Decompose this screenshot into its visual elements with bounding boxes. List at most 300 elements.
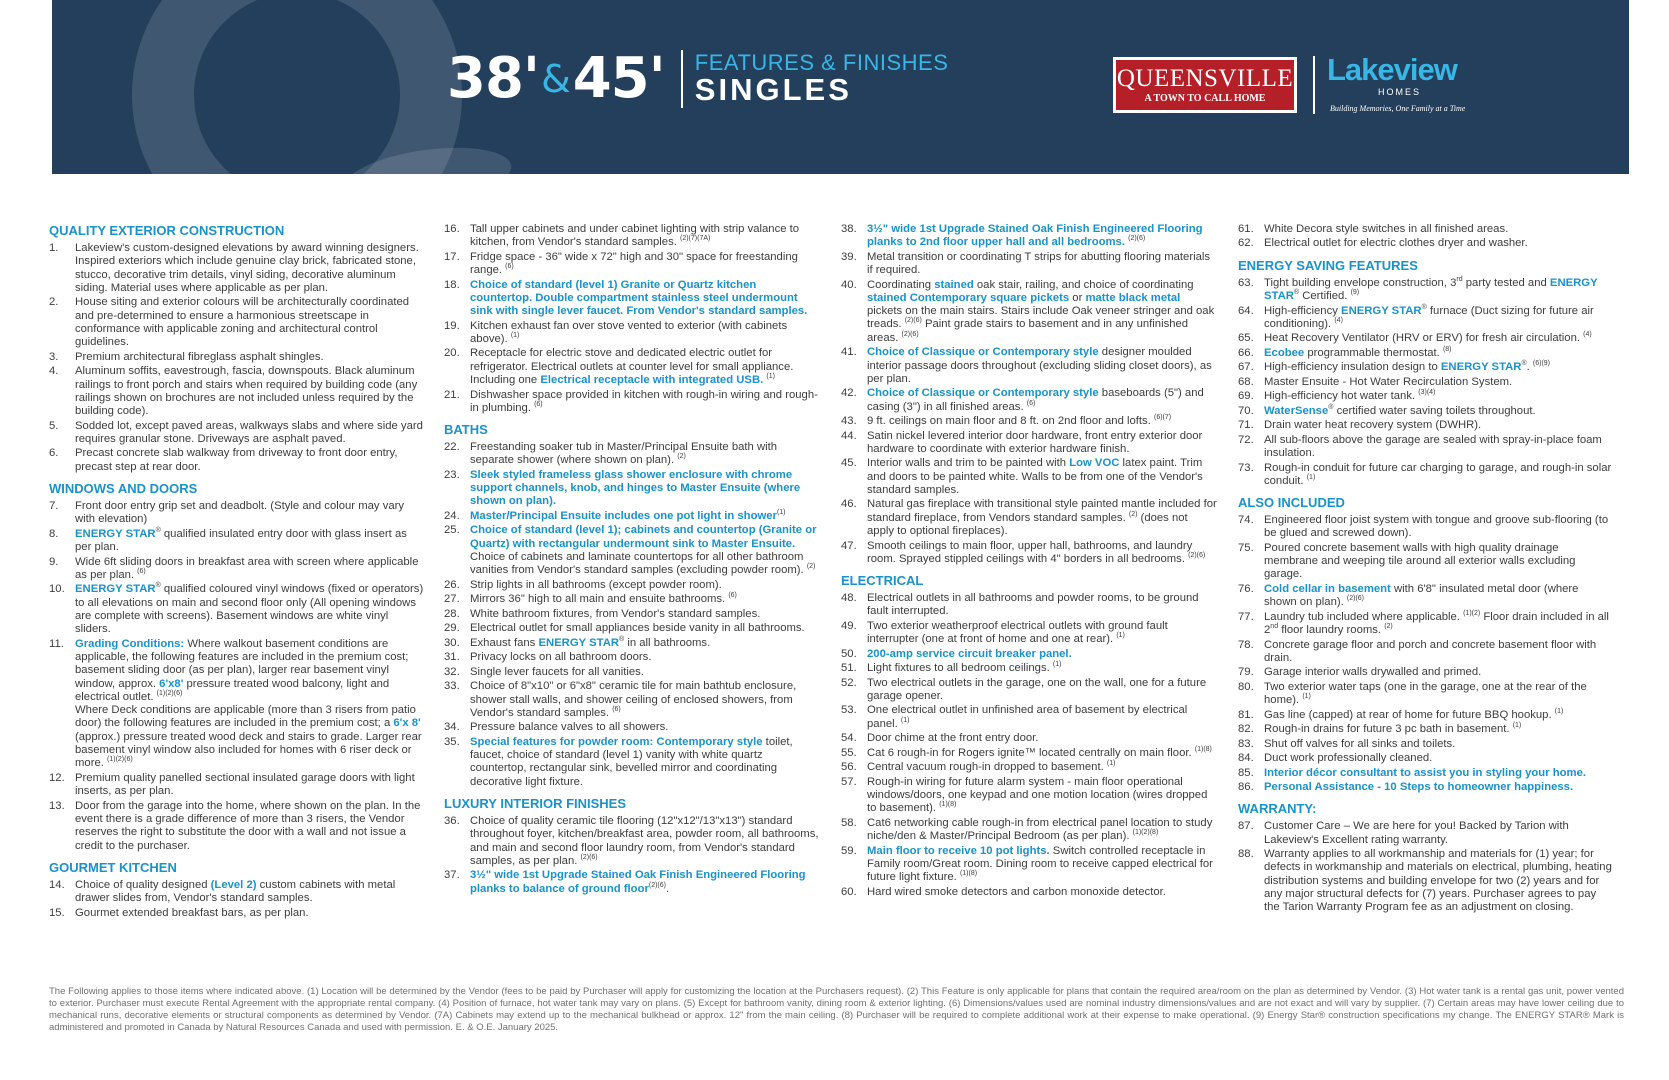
footnote-ref: (6) xyxy=(612,706,621,714)
feature-item xyxy=(1238,583,1614,610)
item-text xyxy=(75,447,425,474)
size-45: 45' xyxy=(572,46,665,111)
item-text xyxy=(470,389,820,416)
body-text: Tight building envelope construction, 3 xyxy=(1264,276,1457,289)
item-number: 37. xyxy=(444,869,460,882)
body-text: High-efficiency insulation design to xyxy=(1264,361,1441,374)
item-text xyxy=(867,732,1217,745)
item-text xyxy=(1264,419,1614,432)
body-text: Natural gas fireplace with transitional style painted mantle included for standard fireplace, from Vendors standard samples. xyxy=(867,498,1217,524)
feature-item xyxy=(841,677,1217,704)
body-text: programmable thermostat. xyxy=(1304,346,1443,359)
footnote-ref: (1) xyxy=(1302,693,1311,701)
footnote-ref: (2)(6) xyxy=(580,854,598,862)
body-text: Customer Care – We are here for you! Backed by Tarion with Lakeview's Excellent rating warranty. xyxy=(1264,820,1569,846)
item-text xyxy=(867,279,1217,345)
item-number: 25. xyxy=(444,524,460,537)
item-number: 84. xyxy=(1238,752,1254,765)
item-number: 83. xyxy=(1238,737,1254,750)
footnote-ref: (1)(8) xyxy=(939,801,957,809)
body-text: Door from the garage into the home, where shown on the plan. In the event there is a grade difference of more than 3 risers, the Vendor reserves the right to substitute the door with a wall and not issue a credit to the purchaser. xyxy=(75,799,421,852)
item-number: 56. xyxy=(841,761,857,774)
item-text xyxy=(1264,332,1614,345)
section-heading: ENERGY SAVING FEATURES xyxy=(1238,257,1418,273)
item-number: 64. xyxy=(1238,304,1254,317)
item-number: 41. xyxy=(841,346,857,359)
body-text: or xyxy=(1069,291,1086,304)
section-heading: BATHS xyxy=(444,422,488,438)
feature-item xyxy=(444,510,820,523)
body-text: Two exterior weatherproof electrical outlets with ground fault interrupter (one at front of home and one at rear). xyxy=(867,619,1168,646)
footnote-ref: (1) xyxy=(1106,760,1116,768)
feature-item xyxy=(1238,277,1614,304)
body-text: Choice of quality designed xyxy=(75,878,211,891)
feature-item xyxy=(1238,848,1614,914)
feature-item xyxy=(841,430,1217,457)
feature-item xyxy=(841,279,1217,345)
body-text: Lakeview's custom-designed elevations by award winning designers. Inspired exteriors which include genuine clay brick, fabricated stone, stucco, decorative trim details, vinyl siding, decorative aluminum siding. Material uses where applicable as per plan. xyxy=(75,242,419,294)
item-text xyxy=(75,772,425,799)
body-text: Laundry tub included where applicable. xyxy=(1264,610,1464,623)
feature-item xyxy=(444,279,820,319)
highlight-text: Choice of Classique or Contemporary style xyxy=(867,387,1099,400)
footnote-ref: (4) xyxy=(1583,331,1592,339)
body-text: White bathroom fixtures, from Vendor's standard samples. xyxy=(470,607,761,620)
feature-item xyxy=(444,593,820,606)
item-number: 77. xyxy=(1238,610,1254,623)
feature-item xyxy=(1238,405,1614,418)
body-text: Wide 6ft sliding doors in breakfast area with screen where applicable as per plan. xyxy=(75,555,419,581)
feature-item xyxy=(841,732,1217,745)
body-text: qualified coloured vinyl windows (fixed or operators) to all elevations on main and second floor only (All opening windows are complete with screens). Basement windows are white vinyl sliders. xyxy=(75,583,424,636)
item-number: 29. xyxy=(444,622,460,635)
item-text xyxy=(867,223,1217,250)
headline-divider xyxy=(681,50,683,108)
feature-item xyxy=(1238,666,1614,679)
feature-item xyxy=(1238,709,1614,722)
footnote-ref: (1) xyxy=(1306,474,1316,482)
body-text: . xyxy=(1526,361,1533,374)
body-text: Warranty applies to all workmanship and materials for (1) year; for defects in workmanship and materials on electrical, plumbing, heating distribution systems and building envelope for two (2) years and for any major structural defects for (7) years. Purchaser agrees to pay the Tarion Warranty Program fee as an adjustment on closing. xyxy=(1264,848,1612,914)
page-title: SINGLES xyxy=(694,72,852,108)
feature-item xyxy=(444,622,820,635)
item-text xyxy=(1264,848,1614,914)
item-number: 13. xyxy=(49,799,65,812)
item-number: 32. xyxy=(444,665,460,678)
body-text: custom cabinets with metal drawer slides from, Vendor's standard samples. xyxy=(75,878,396,905)
body-text: Satin nickel levered interior door hardware, front entry exterior door hardware to coordinate with exterior hardware finish. xyxy=(867,429,1203,455)
item-number: 17. xyxy=(444,250,460,263)
feature-item xyxy=(1238,462,1614,489)
item-number: 82. xyxy=(1238,723,1254,736)
body-text: Premium architectural fibreglass asphalt shingles. xyxy=(75,350,324,363)
highlight-text: 200-amp service circuit breaker panel. xyxy=(867,647,1072,660)
feature-item xyxy=(841,662,1217,675)
footnote-ref: (9) xyxy=(1350,289,1360,297)
highlight-text: stained xyxy=(934,278,974,291)
item-number: 51. xyxy=(841,662,857,675)
body-text: qualified insulated entry door with glass insert as per plan. xyxy=(75,527,407,554)
item-number: 80. xyxy=(1238,680,1254,693)
body-text: Tall upper cabinets and under cabinet lighting with strip valance to kitchen, from Vendor's standard samples. xyxy=(470,223,800,249)
feature-item xyxy=(841,761,1217,774)
item-number: 71. xyxy=(1238,419,1254,432)
item-number: 48. xyxy=(841,592,857,605)
body-text: baseboards (5") and casing (3") in all finished areas. xyxy=(867,387,1204,413)
footnote-ref: (6) xyxy=(505,263,514,271)
footnote-ref: (2)(6) xyxy=(901,330,919,338)
footnote-ref: (2)(6) xyxy=(1188,552,1206,560)
footnote-ref: ® xyxy=(619,635,625,643)
item-number: 78. xyxy=(1238,638,1254,651)
feature-item xyxy=(444,524,820,577)
body-text: Electrical outlets in all bathrooms and powder rooms, to be ground fault interrupted. xyxy=(867,592,1199,618)
item-number: 74. xyxy=(1238,514,1254,527)
item-text xyxy=(470,721,820,734)
body-text: Rough-in drains for future 3 pc bath in basement. xyxy=(1264,723,1513,736)
feature-item xyxy=(444,869,820,896)
item-number: 21. xyxy=(444,388,460,401)
feature-item xyxy=(1238,820,1614,847)
footnote-ref: ® xyxy=(1328,404,1334,411)
feature-item xyxy=(444,637,820,650)
body-text: with 6'8" insulated metal door (where shown on plan). xyxy=(1264,582,1579,609)
feature-item xyxy=(444,251,820,278)
highlight-text: 6'x 8' xyxy=(393,717,421,730)
item-number: 23. xyxy=(444,468,460,481)
feature-item xyxy=(49,242,425,295)
item-text xyxy=(1264,752,1614,765)
item-text xyxy=(75,242,425,295)
feature-item xyxy=(444,320,820,347)
item-number: 4. xyxy=(49,365,59,378)
item-number: 49. xyxy=(841,619,857,632)
item-number: 9. xyxy=(49,555,59,568)
item-number: 87. xyxy=(1238,820,1254,833)
body-text: Single lever faucets for all vanities. xyxy=(470,665,644,678)
footnote-ref: (6)(9) xyxy=(1532,360,1551,368)
item-number: 79. xyxy=(1238,666,1254,679)
item-text xyxy=(470,593,820,606)
item-text xyxy=(867,346,1217,386)
item-text xyxy=(867,817,1217,844)
item-number: 81. xyxy=(1238,708,1254,721)
footnote-ref: (6) xyxy=(534,401,543,409)
highlight-text: Low VOC xyxy=(1069,457,1120,470)
footnote-ref: ® xyxy=(1293,289,1300,297)
feature-item xyxy=(1238,305,1614,332)
body-text: Choice of quality ceramic tile flooring (12"x12"/13"x13") standard throughout foyer, kitchen/breakfast area, powder room, all bathrooms, and main and second floor laundry room, from Vendor's standard samples, as per plan. xyxy=(470,814,819,867)
item-text xyxy=(867,776,1217,816)
item-text xyxy=(470,441,820,468)
body-text: Central vacuum rough-in dropped to basement. xyxy=(867,761,1107,774)
features-column-2 xyxy=(444,223,820,897)
item-text xyxy=(1264,820,1614,847)
item-number: 30. xyxy=(444,636,460,649)
footnote-ref: (2) xyxy=(1384,623,1393,631)
item-text xyxy=(470,469,820,509)
feature-item xyxy=(49,500,425,527)
item-text xyxy=(867,886,1217,899)
feature-item xyxy=(1238,419,1614,432)
item-text xyxy=(470,223,820,250)
item-number: 50. xyxy=(841,647,857,660)
feature-item xyxy=(841,540,1217,567)
item-text xyxy=(75,907,425,920)
feature-item xyxy=(841,747,1217,760)
highlight-text: ENERGY STAR xyxy=(1440,361,1522,374)
footnote-ref: (2) xyxy=(677,453,686,461)
feature-item xyxy=(841,776,1217,816)
queensville-logo xyxy=(1113,57,1297,113)
item-number: 73. xyxy=(1238,461,1254,474)
body-text: Mirrors 36" high to all main and ensuite bathrooms. xyxy=(470,593,729,606)
section-heading: ELECTRICAL xyxy=(841,573,924,589)
body-text: Premium quality panelled sectional insulated garage doors with light inserts, as per plan. xyxy=(75,771,415,798)
body-text: High-efficiency hot water tank. xyxy=(1264,390,1419,403)
item-number: 68. xyxy=(1238,375,1254,388)
footnote-ref: ® xyxy=(1521,360,1527,368)
feature-item xyxy=(841,886,1217,899)
feature-item xyxy=(1238,514,1614,541)
item-text xyxy=(75,365,425,418)
body-text: . xyxy=(666,882,670,895)
item-text xyxy=(867,747,1217,760)
body-text: latex paint. Trim and doors to be painted white. Walls to be from one of the Vendor's standard samples. xyxy=(867,457,1203,496)
body-text: Where walkout basement conditions are applicable, the following features are included in the premium cost; basement sliding door (as per plan), larger rear basement vinyl window, approx. xyxy=(75,637,409,690)
item-number: 88. xyxy=(1238,848,1254,861)
item-number: 33. xyxy=(444,680,460,693)
footnote-ref: (2)(6) xyxy=(648,881,666,889)
item-number: 66. xyxy=(1238,346,1254,359)
feature-item xyxy=(444,608,820,621)
item-text xyxy=(470,320,820,347)
footnote-ref: (2) xyxy=(1128,510,1138,518)
features-column-1 xyxy=(49,223,425,921)
highlight-text: Grading Conditions: xyxy=(75,637,185,650)
item-text xyxy=(75,528,425,555)
body-text: Switch controlled receptacle in Family room/Great room. Dining room to receive capped electrical for future light fixture. xyxy=(867,844,1213,884)
item-text xyxy=(867,457,1217,497)
footnote-ref: rd xyxy=(1456,276,1463,284)
item-text xyxy=(75,800,425,853)
highlight-text: stained Contemporary square pickets xyxy=(867,291,1070,304)
footnote-ref: (3)(4) xyxy=(1418,389,1436,397)
highlight-text: Electrical receptacle with integrated USB. xyxy=(540,374,764,387)
feature-item xyxy=(444,815,820,868)
footnote-ref: (2)(6) xyxy=(1128,235,1146,243)
highlight-text: ENERGY STAR xyxy=(75,583,156,596)
footnote-ref: (1) xyxy=(1116,632,1125,640)
item-text xyxy=(1264,277,1614,304)
body-text: Poured concrete basement walls with high quality drainage membrane and weeping tile around all exterior walls excluding garage. xyxy=(1264,541,1576,581)
item-text xyxy=(1264,390,1614,403)
body-text: One electrical outlet in unfinished area of basement by electrical panel. xyxy=(867,704,1188,730)
item-text xyxy=(75,296,425,349)
item-number: 59. xyxy=(841,844,857,857)
body-text: Paint grade stairs to basement and in any unfinished areas. xyxy=(867,318,1189,344)
highlight-text: ENERGY STAR xyxy=(75,527,156,540)
body-text: Aluminum soffits, eavestrough, fascia, downspouts. Black aluminum railings to front porch and stairs when required by building code (any railings shown on brochures are not included unless required by the building code). xyxy=(75,365,418,418)
body-text: Receptacle for electric stove and dedicated electric outlet for refrigerator. Electrical outlets at counter level for small appliance. Including one xyxy=(470,347,794,387)
body-text: pressure treated wood balcony, light and electrical outlet. xyxy=(75,677,390,703)
body-text: Privacy locks on all bathroom doors. xyxy=(470,651,652,664)
item-text xyxy=(75,500,425,527)
item-text xyxy=(1264,223,1614,236)
item-number: 18. xyxy=(444,278,460,291)
feature-item xyxy=(444,441,820,468)
body-text: Drain water heat recovery system (DWHR). xyxy=(1264,419,1482,432)
item-number: 8. xyxy=(49,527,59,540)
headline-text xyxy=(695,51,949,107)
body-text: Engineered floor joist system with tongue and groove sub-flooring (to be glued and screwed down). xyxy=(1264,514,1609,540)
body-text: Hard wired smoke detectors and carbon monoxide detector. xyxy=(867,885,1166,898)
q-watermark-icon xyxy=(132,0,462,174)
body-text: Garage interior walls drywalled and primed. xyxy=(1264,666,1482,679)
item-text xyxy=(470,680,820,720)
body-text: Metal transition or coordinating T strips for abutting flooring materials if required. xyxy=(867,250,1211,277)
body-text: Certified. xyxy=(1299,290,1351,303)
item-number: 39. xyxy=(841,250,857,263)
footnote-ref: (6) xyxy=(1026,399,1036,407)
feature-item xyxy=(444,469,820,509)
item-text xyxy=(867,845,1217,885)
item-text xyxy=(1264,405,1614,418)
features-column-3 xyxy=(841,223,1217,900)
highlight-text: 6'x8' xyxy=(159,677,184,690)
item-text xyxy=(470,637,820,650)
item-number: 10. xyxy=(49,583,65,596)
feature-item xyxy=(1238,611,1614,638)
feature-item xyxy=(1238,332,1614,345)
body-text: Smooth ceilings to main floor, upper hall, bathrooms, and laundry room. Sprayed stippled ceilings with 4" borders in all bedrooms. xyxy=(867,539,1193,565)
body-text: Sodded lot, except paved areas, walkways slabs and where side yard requires granular stone. Driveways are asphalt paved. xyxy=(75,419,423,445)
body-text: Exhaust fans xyxy=(470,636,539,649)
feature-item xyxy=(49,420,425,447)
highlight-text: ENERGY STAR xyxy=(1264,276,1598,303)
feature-item xyxy=(444,223,820,250)
body-text: Interior walls and trim to be painted with xyxy=(867,457,1070,470)
section-heading: ALSO INCLUDED xyxy=(1238,495,1345,511)
body-text: High-efficiency xyxy=(1264,304,1342,317)
item-number: 14. xyxy=(49,878,65,891)
item-text xyxy=(1264,583,1614,610)
item-text xyxy=(75,420,425,447)
footnote-ref: (1) xyxy=(510,332,520,340)
feature-item xyxy=(1238,376,1614,389)
footnote-ref: (1) xyxy=(1512,722,1522,730)
item-number: 43. xyxy=(841,415,857,428)
feature-item xyxy=(841,648,1217,661)
ampersand: & xyxy=(541,57,571,101)
feature-item xyxy=(841,223,1217,250)
item-text xyxy=(1264,723,1614,736)
item-number: 5. xyxy=(49,419,59,432)
item-number: 24. xyxy=(444,509,460,522)
body-text: Choice of cabinets and laminate countertops for all other bathroom vanities from Vendor's standard samples (excluding powder room). xyxy=(470,551,807,577)
item-number: 1. xyxy=(49,242,59,254)
item-number: 15. xyxy=(49,906,65,919)
body-text: Cat 6 rough-in for Rogers ignite™ located centrally on main floor. xyxy=(867,746,1195,759)
headline xyxy=(447,46,949,111)
body-text: pickets on the main stairs. Stairs include Oak veneer stringer and oak treads. xyxy=(867,305,1215,331)
feature-item xyxy=(1238,237,1614,250)
body-text: Duct work professionally cleaned. xyxy=(1264,752,1433,765)
body-text: House siting and exterior colours will be architecturally coordinated and pre-determined to ensure a harmonious streetscape in conformance with applicable zoning and architectural control guidelines. xyxy=(75,296,410,349)
item-number: 38. xyxy=(841,223,857,235)
footnote-ref: nd xyxy=(1270,623,1279,631)
item-number: 69. xyxy=(1238,390,1254,403)
footnote-ref: (6) xyxy=(728,592,737,600)
item-number: 52. xyxy=(841,676,857,689)
section-heading: GOURMET KITCHEN xyxy=(49,859,177,875)
footnote-ref: (1)(2) xyxy=(1463,609,1481,617)
queensville-tagline: A TOWN TO CALL HOME xyxy=(1144,93,1266,104)
footnote-ref: (1)(2)(6) xyxy=(156,690,183,698)
body-text: in all bathrooms. xyxy=(624,636,711,649)
body-text: Two electrical outlets in the garage, one on the wall, one for a future garage opener. xyxy=(867,676,1207,702)
body-text: Fridge space - 36" wide x 72" high and 30" space for freestanding range. xyxy=(470,250,798,277)
body-text: 9 ft. ceilings on main floor and 8 ft. on 2nd floor and lofts. xyxy=(867,415,1154,428)
item-text xyxy=(470,651,820,664)
feature-item xyxy=(49,447,425,474)
body-text: Heat Recovery Ventilator (HRV or ERV) for fresh air circulation. xyxy=(1264,332,1584,345)
item-text xyxy=(867,677,1217,704)
body-text: (approx.) pressure treated wood deck and stairs to grade. Larger rear basement vinyl window also included for homes with 6 riser deck or more. xyxy=(75,730,422,770)
feature-item xyxy=(1238,767,1614,780)
item-text xyxy=(867,415,1217,428)
item-number: 58. xyxy=(841,816,857,829)
item-text xyxy=(1264,681,1614,708)
body-text: Shut off valves for all sinks and toilets. xyxy=(1264,737,1456,750)
feature-item xyxy=(841,845,1217,885)
item-text xyxy=(867,387,1217,414)
footnote-ref: (1) xyxy=(1554,707,1564,715)
subtitle: FEATURES & FINISHES xyxy=(694,50,949,76)
item-text xyxy=(470,666,820,679)
item-text xyxy=(1264,767,1614,780)
item-text xyxy=(470,579,820,592)
item-number: 53. xyxy=(841,704,857,717)
feature-item xyxy=(1238,681,1614,708)
item-text xyxy=(1264,666,1614,679)
feature-item xyxy=(841,346,1217,386)
size-38: 38' xyxy=(447,46,540,111)
item-number: 3. xyxy=(49,350,59,363)
highlight-text: Sleek styled frameless glass shower enclosure with chrome support channels, knob, and hinges to Master Ensuite (where shown on plan). xyxy=(470,468,801,508)
body-text: Pressure balance valves to all showers. xyxy=(470,721,669,734)
logo-divider xyxy=(1313,56,1315,114)
body-text: Electrical outlet for small appliances beside vanity in all bathrooms. xyxy=(470,622,805,635)
body-text: (does not apply to optional fireplaces). xyxy=(867,511,1188,538)
item-number: 7. xyxy=(49,499,59,512)
body-text: floor laundry rooms. xyxy=(1278,624,1385,637)
body-text: Door chime at the front entry door. xyxy=(867,732,1039,745)
item-number: 27. xyxy=(444,593,460,606)
footnote-ref: (2)(6) xyxy=(904,317,922,325)
item-text xyxy=(867,662,1217,675)
feature-item xyxy=(1238,639,1614,666)
feature-item xyxy=(49,907,425,920)
item-text xyxy=(470,608,820,621)
feature-item xyxy=(841,498,1217,538)
footnote-ref: ® xyxy=(1421,303,1427,311)
item-number: 35. xyxy=(444,735,460,748)
item-text xyxy=(867,498,1217,538)
feature-item xyxy=(1238,752,1614,765)
body-text: Gourmet extended breakfast bars, as per plan. xyxy=(75,906,309,919)
item-text xyxy=(1264,542,1614,582)
